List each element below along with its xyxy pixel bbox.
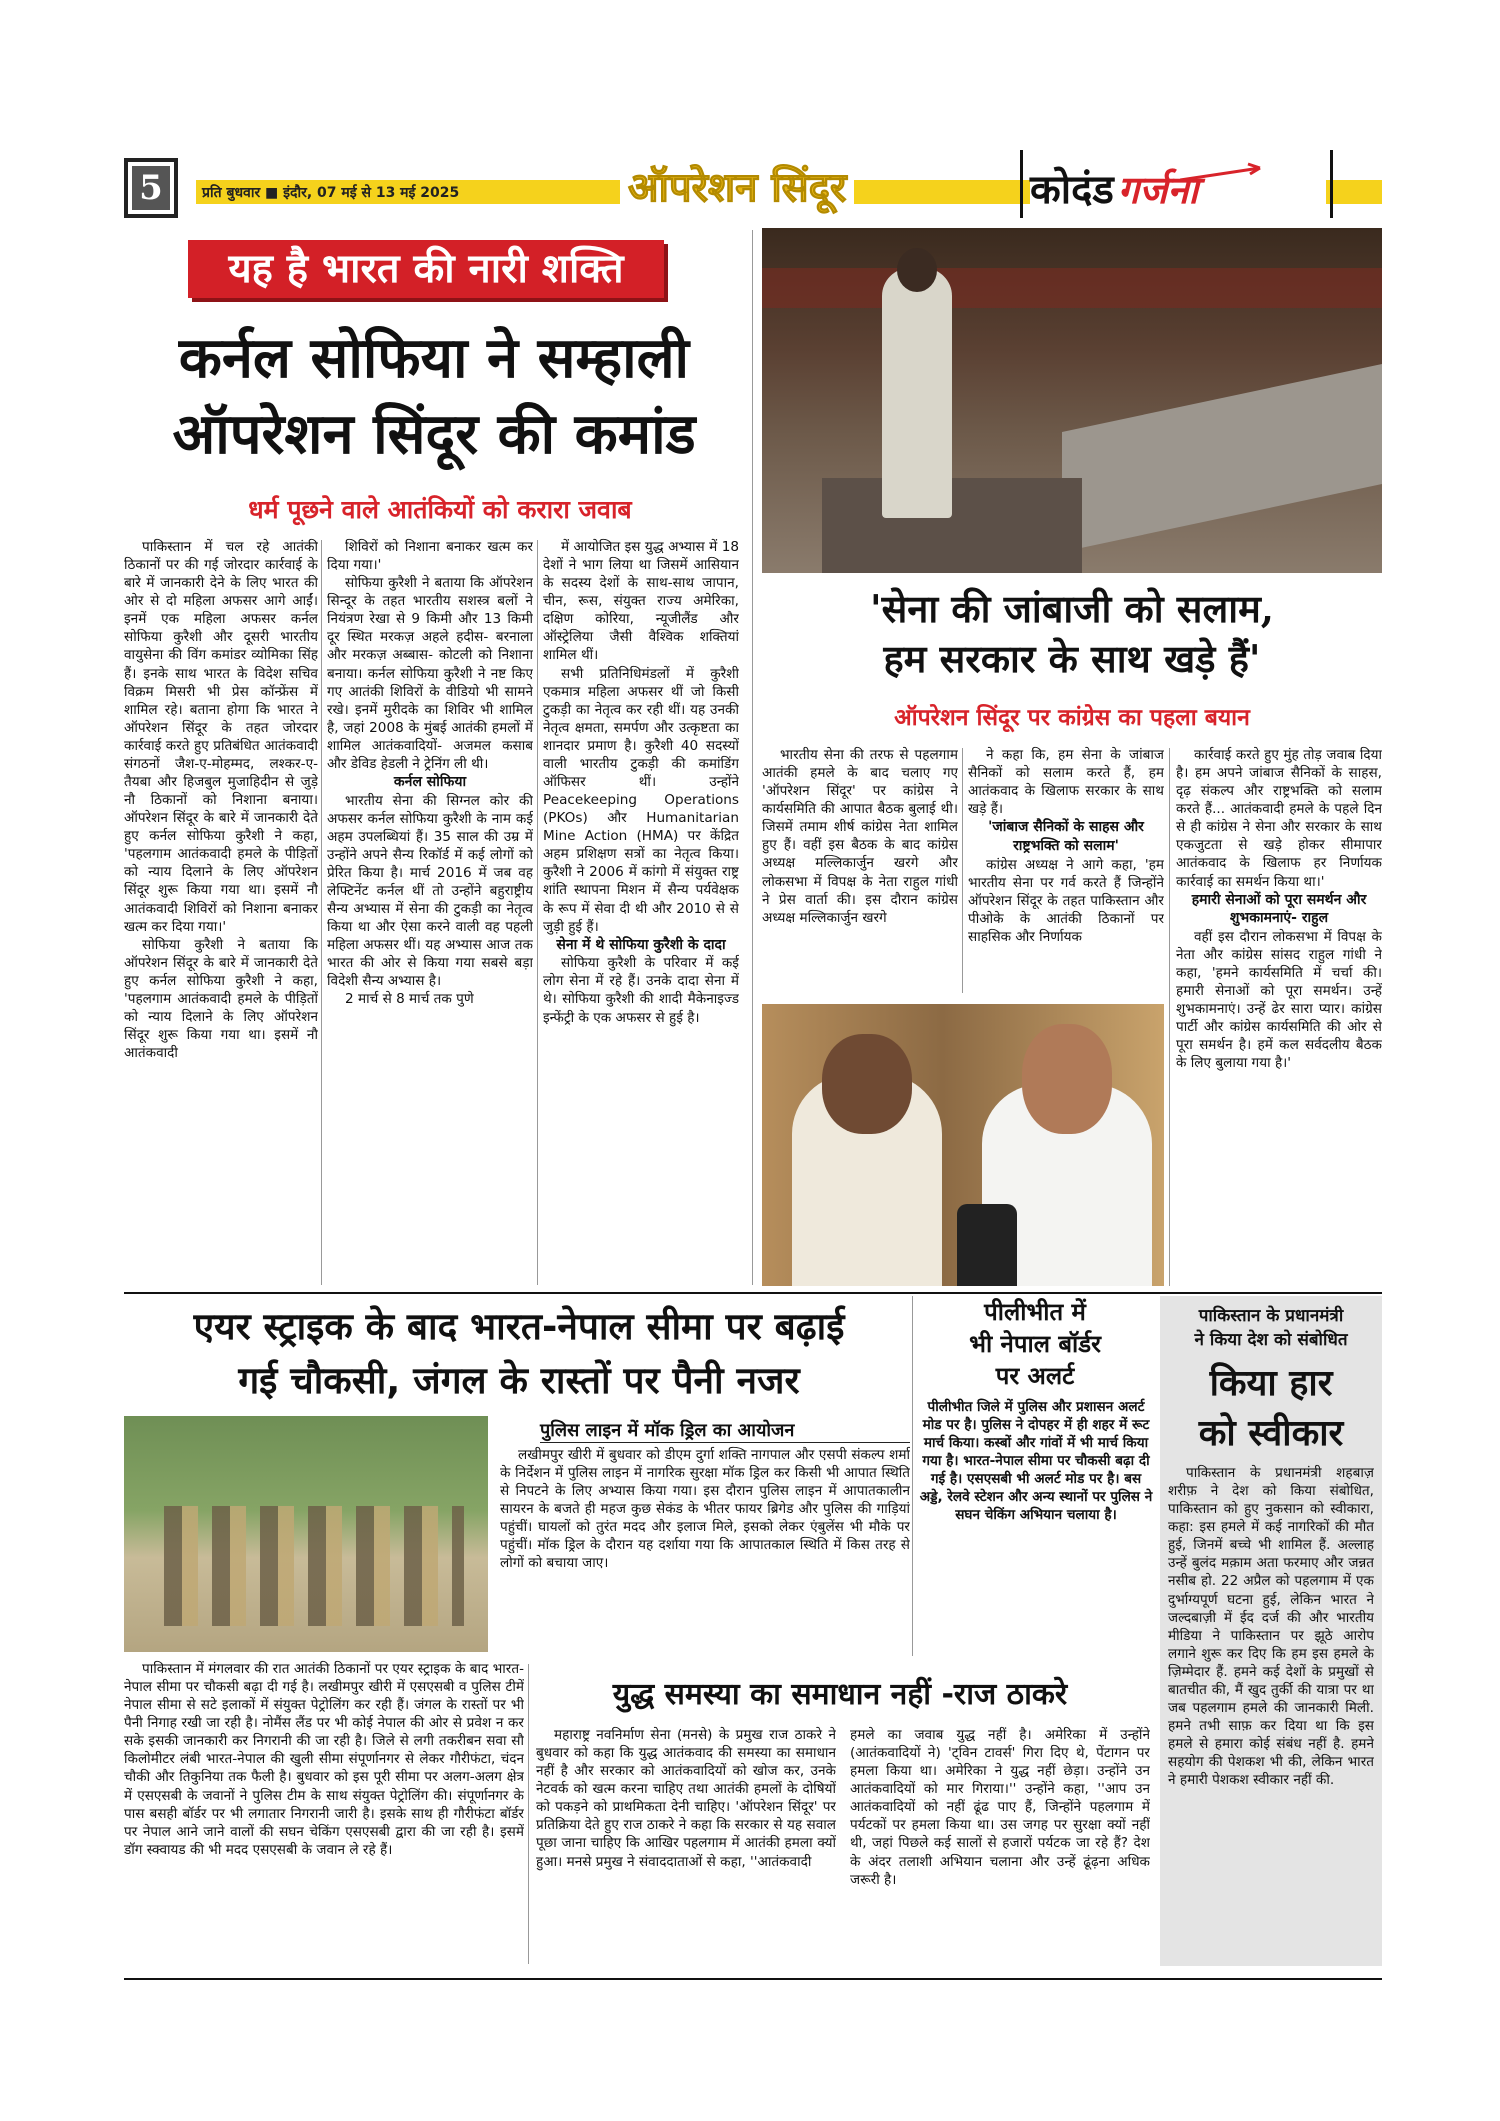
border-body <box>124 1660 524 1960</box>
column-divider <box>537 540 538 1285</box>
photo-person-head <box>897 248 937 292</box>
photo-person-right-head <box>1022 1024 1112 1134</box>
headline-line-1: कर्नल सोफिया ने सम्हाली <box>178 325 690 391</box>
paragraph: भारतीय सेना की तरफ से पहलगाम आतंकी हमले के बाद चलाए गए 'ऑपरेशन सिंदूर' पर कांग्रेस ने कार्यसमिति की आपात बैठक बुलाई थी। जिसमें तमाम शीर्ष कांग्रेस नेता शामिल हुए हैं। वहीं इस बैठक के बाद कांग्रेस अध्यक्ष मल्लिकार्जुन खरगे और लोकसभा में विपक्ष के नेता राहुल गांधी ने प्रेस वार्ता की। इस दौरान कांग्रेस अध्यक्ष मल्लिकार्जुन खरगे <box>762 747 958 926</box>
paragraph: सोफिया कुरैशी के परिवार में कई लोग सेना में रहे हैं। उनके दादा सेना में थे। सोफिया कुरैशी की शादी मैकेनाइज्ड इन्फेंट्री के एक अफसर से हुई है। <box>543 955 739 1026</box>
paragraph: महाराष्ट्र नवनिर्माण सेना (मनसे) के प्रमुख राज ठाकरे ने बुधवार को कहा कि युद्ध आतंकवाद की समस्या का समाधान नहीं है और सरकार को आतंकवादियों को खोज कर, उनके नेटवर्क को खत्म करना चाहिए तथा आतंकी हमलों के दोषियों को पकड़ने को प्राथमिकता देनी चाहिए। 'ऑपरेशन सिंदूर' पर प्रतिक्रिया देते हुए राज ठाकरे ने कहा कि सरकार से यह सवाल पूछा जाना चाहिए कि आखिर पहलगाम में आतंकी हमला क्यों हुआ। मनसे प्रमुख ने संवाददाताओं से कहा, ''आतंकवादी <box>536 1727 836 1870</box>
photo-person-left-head <box>822 1034 912 1134</box>
headline-line-1: पीलीभीत में <box>984 1297 1086 1326</box>
paragraph: हमले का जवाब युद्ध नहीं है। अमेरिका में उन्होंने (आतंकवादियों ने) 'ट्विन टावर्स' गिरा दिए थे, पेंटागन पर हमला किया था। अमेरिका ने युद्ध नहीं छेड़ा। उन्होंने उन आतंकवादियों को मार गिराया।'' उन्होंने कहा, ''आप उन आतंकवादियों को नहीं ढूंढ पाए हैं, जिन्होंने पहलगाम में पर्यटकों पर हमला किया था। उस जगह पर सुरक्षा क्यों नहीं थी, जहां पिछले कई सालों से हजारों पर्यटक जा रहे हैं? देश के अंदर तलाशी अभियान चलाना और उन्हें ढूंढ़ना अधिक जरूरी है। <box>850 1727 1150 1888</box>
headline-line-2: हम सरकार के साथ खड़े हैं' <box>883 636 1261 681</box>
paragraph: सभी प्रतिनिधिमंडलों में कुरैशी एकमात्र महिला अफसर थीं जो किसी टुकड़ी का नेतृत्व कर रही थीं। यह उनकी नेतृत्व क्षमता, समर्पण और उत्कृष्टता का शानदार प्रमाण है। कुरैशी 40 सदस्यों वाली भारतीय टुकड़ी की कमांडिंग ऑफिसर थीं। उन्होंने Peacekeeping Operations (PKOs) और Humanitarian Mine Action (HMA) पर केंद्रित अहम प्रशिक्षण सत्रों का नेतृत्व किया। कुरैशी ने 2006 में कांगो में संयुक्त राष्ट्र शांति स्थापना मिशन में सैन्य पर्यवेक्षक के रूप में सेवा दी थी और 2010 से से जुड़ी हुई हैं। <box>543 665 739 935</box>
headline-line-1: एयर स्ट्राइक के बाद भारत-नेपाल सीमा पर बढ़ाई <box>193 1305 845 1348</box>
paragraph: कांग्रेस अध्यक्ष ने आगे कहा, 'हम भारतीय सेना पर गर्व करते हैं जिन्होंने ऑपरेशन सिंदूर के तहत पाकिस्तान और पीओके के आतंकी ठिकानों पर साहसिक और निर्णायक <box>968 856 1164 945</box>
congress-column-2 <box>968 746 1164 996</box>
masthead-divider-left <box>1020 150 1023 218</box>
headline-line-2: ऑपरेशन सिंदूर की कमांड <box>172 401 696 467</box>
page-number-box <box>124 158 178 218</box>
headline-line-2: को स्वीकार <box>1198 1412 1344 1454</box>
photo-person <box>882 268 952 518</box>
paragraph: शिविरों को निशाना बनाकर खत्म कर दिया गया।' <box>327 539 533 574</box>
column-divider <box>1169 748 1170 1286</box>
column-divider <box>752 230 753 1285</box>
column-divider <box>962 748 963 993</box>
photo-patrol <box>124 1416 488 1652</box>
headline-line-3: पर अलर्ट <box>995 1361 1075 1390</box>
story-kicker: यह है भारत की नारी शक्ति <box>188 240 664 298</box>
raj-headline: युद्ध समस्या का समाधान नहीं -राज ठाकरे <box>612 1677 1068 1712</box>
section-divider <box>124 1292 1382 1294</box>
story-subhead: धर्म पूछने वाले आतंकियों को करारा जवाब <box>248 495 632 524</box>
logo-text-right: गर्जना <box>1117 167 1199 212</box>
raj-column-2 <box>850 1726 1150 1966</box>
paragraph: में आयोजित इस युद्ध अभ्यास में 18 देशों ने भाग लिया था जिसमें आसियान के सदस्य देशों के साथ-साथ जापान, चीन, रूस, संयुक्त राज्य अमेरिका, दक्षिण कोरिया, न्यूजीलैंड और ऑस्ट्रेलिया जैसी वैश्विक शक्तियां शामिल थीं। <box>543 539 739 664</box>
mock-drill-body <box>500 1446 910 1646</box>
photo-soldiers <box>164 1506 464 1626</box>
pilibhit-headline <box>920 1296 1150 1392</box>
paragraph: सोफिया कुरैशी ने बताया कि ऑपरेशन सिंदूर के बारे में जानकारी देते हुए कर्नल सोफिया कुरैशी ने कहा, 'पहलगाम आतंकवादी हमले के पीड़ितों को न्याय दिलाने के लिए ऑपरेशन सिंदूर शुरू किया गया था। इसमें नौ आतंकवादी <box>124 936 318 1062</box>
photo-damaged-building <box>762 228 1382 573</box>
column-divider <box>321 540 322 1285</box>
headline-line-2: भी नेपाल बॉर्डर <box>969 1329 1101 1358</box>
page-number-inner: 5 <box>132 166 170 210</box>
pakistan-box <box>1160 1296 1382 1966</box>
paragraph: पीलीभीत जिले में पुलिस और प्रशासन अलर्ट मोड पर है। पुलिस ने दोपहर में ही शहर में रूट मार्च किया। कस्बों और गांवों में भी मार्च किया गया है। भारत-नेपाल सीमा पर चौकसी बढ़ा दी गई है। एसएसबी भी अलर्ट मोड पर है। बस अड्डे, रेलवे स्टेशन और अन्य स्थानों पर पुलिस ने सघन चेकिंग अभियान चलाया है। <box>919 1399 1153 1524</box>
border-headline <box>124 1300 914 1408</box>
pak-headline <box>1160 1358 1382 1458</box>
column-subhead: 'जांबाज सैनिकों के साहस और राष्ट्रभक्ति को सलाम' <box>988 819 1144 854</box>
column-divider <box>528 1664 529 1964</box>
paragraph: लखीमपुर खीरी में बुधवार को डीएम दुर्गा शक्ति नागपाल और एसपी संकल्प शर्मा के निर्देशन में पुलिस लाइन में नागरिक सुरक्षा मॉक ड्रिल कर किसी भी आपात स्थिति से निपटने के लिए अभ्यास किया गया। इस दौरान पुलिस लाइन में आपातकालीन सायरन के बजते ही महज कुछ सेकंड के भीतर फायर ब्रिगेड और पुलिस की गाड़ियां पहुंचीं। घायलों को तुरंत मदद और इलाज मिले, इसको लेकर एंबुलेंस भी मौके पर पहुंचीं। मॉक ड्रिल के दौरान यह दर्शाया गया कि आपातकाल स्थिति में किस तरह से लोगों को बचाया जाए। <box>500 1447 910 1572</box>
sofia-column-3 <box>543 538 739 1288</box>
headline-line-1: 'सेना की जांबाजी को सलाम, <box>869 586 1275 631</box>
photo-debris <box>822 478 1082 573</box>
column-subhead: हमारी सेनाओं को पूरा समर्थन और शुभकामनाएं- राहुल <box>1191 891 1367 927</box>
microphone-icon <box>957 1204 1017 1286</box>
headline-line-1: किया हार <box>1209 1362 1333 1404</box>
congress-column-1 <box>762 746 958 996</box>
masthead-divider-right <box>1330 150 1333 218</box>
paragraph: ने कहा कि, हम सेना के जांबाज सैनिकों को सलाम करते हैं, हम आतंकवाद के खिलाफ सरकार के साथ खड़े हैं। <box>968 747 1164 818</box>
paragraph: पाकिस्तान के प्रधानमंत्री शहबाज़ शरीफ़ ने देश को किया संबोधित, पाकिस्तान को हुए नुकसान को स्वीकारा, कहा: इस हमले में कई नागरिकों की मौत हुई, जिनमें बच्चे भी शामिल हैं. अल्लाह उन्हें बुलंद मक़ाम अता फरमाए और जन्नत नसीब हो. 22 अप्रैल को पहलगाम में एक दुर्भाग्यपूर्ण घटना हुई, लेकिन भारत ने जल्दबाज़ी में ईद दर्ज की और भारतीय मीडिया ने पाकिस्तान पर झूठे आरोप लगाने शुरू कर दिए कि हम इस हमले के ज़िम्मेदार हैं. हमने कई देशों के प्रमुखों से बातचीत की, मैं खुद तुर्की की यात्रा पर था जब पहलगाम हमले की जानकारी मिली. हमने तभी साफ़ कर दिया था कि इस हमले से हमारा कोई संबंध नहीं है. हमने सहयोग की पेशकश भी की, लेकिन भारत ने हमारी पेशकश स्वीकार नहीं की. <box>1168 1465 1374 1789</box>
kicker-line-2: ने किया देश को संबोधित <box>1194 1330 1348 1350</box>
raj-column-1 <box>536 1726 836 1966</box>
photo-debris <box>1062 364 1382 552</box>
congress-headline <box>762 584 1382 684</box>
publication-logo <box>1030 160 1326 212</box>
kicker-line-1: पाकिस्तान के प्रधानमंत्री <box>1198 1306 1344 1326</box>
column-subhead: सेना में थे सोफिया कुरैशी के दादा <box>556 936 726 953</box>
pak-body <box>1168 1464 1374 1924</box>
pilibhit-body <box>918 1398 1154 1658</box>
sofia-column-2 <box>327 538 533 1288</box>
paragraph: भारतीय सेना की सिग्नल कोर की अफसर कर्नल सोफिया कुरैशी के नाम कई अहम उपलब्धियां हैं। 35 साल की उम्र में उन्होंने अपने सैन्य रिकॉर्ड में कई लोगों को प्रेरित किया है। मार्च 2016 में जब वह लेफ्टिनेंट कर्नल थीं तो उन्होंने बहुराष्ट्रीय सैन्य अभ्यास में सेना की टुकड़ी का नेतृत्व किया था और ऐसा करने वाली वह पहली महिला अफसर थीं। यह अभ्यास आज तक भारत की ओर से किया गया सबसे बड़ा विदेशी सैन्य अभ्यास है। <box>327 792 533 990</box>
story-headline <box>124 320 744 472</box>
bow-arrow-icon <box>1180 160 1270 190</box>
page-bottom-rule <box>124 1978 1382 1980</box>
paragraph: कार्रवाई करते हुए मुंह तोड़ जवाब दिया है। हम अपने जांबाज सैनिकों के साहस, दृढ़ संकल्प और राष्ट्रभक्ति को सलाम करते हैं... आतंकवादी हमले के पहले दिन से ही कांग्रेस ने सेना और सरकार के साथ एकजुटता से खड़े होकर सीमापार आतंकवाद के खिलाफ हर निर्णायक कार्रवाई का समर्थन किया था।' <box>1176 747 1382 890</box>
mock-drill-subhead: पुलिस लाइन में मॉक ड्रिल का आयोजन <box>540 1418 910 1443</box>
pak-kicker <box>1160 1304 1382 1352</box>
congress-column-3 <box>1176 746 1382 1286</box>
headline-line-2: गई चौकसी, जंगल के रास्तों पर पैनी नजर <box>238 1359 800 1402</box>
paragraph: पाकिस्तान में चल रहे आतंकी ठिकानों पर की गई जोरदार कार्रवाई के बारे में जानकारी देने के लिए भारत की ओर से दो महिला अफसर आगे आईं। इनमें एक महिला अफसर कर्नल सोफिया कुरैशी और दूसरी भारतीय वायुसेना की विंग कमांडर व्योमिका सिंह हैं। इनके साथ भारत के विदेश सचिव विक्रम मिसरी भी प्रेस कॉन्फ्रेंस में शामिल रहे। बताना होगा कि भारत ने ऑपरेशन सिंदूर के तहत जोरदार कार्रवाई करते हुए प्रतिबंधित आतंकवादी संगठनों जैश-ए-मोहम्मद, लश्कर-ए-तैयबा और हिजबुल मुजाहिदीन से जुड़े नौ ठिकानों को निशाना बनाया। ऑपरेशन सिंदूर के बारे में जानकारी देते हुए कर्नल सोफिया कुरैशी ने कहा, 'पहलगाम आतंकवादी हमले के पीड़ितों को न्याय दिलाने के लिए ऑपरेशन सिंदूर शुरू किया गया था। इसमें नौ आतंकवादी शिविरों को निशाना बनाकर खत्म कर दिया गया।' <box>124 539 318 935</box>
photo-press-conference <box>762 1004 1164 1286</box>
column-divider <box>912 1296 913 1656</box>
sofia-column-1 <box>124 538 318 1288</box>
column-subhead: कर्नल सोफिया <box>393 774 467 791</box>
logo-text-left: कोदंड <box>1030 167 1114 213</box>
paragraph: पाकिस्तान में मंगलवार की रात आतंकी ठिकानों पर एयर स्ट्राइक के बाद भारत-नेपाल सीमा पर चौकसी बढ़ा दी गई है। लखीमपुर खीरी में एसएसबी व पुलिस टीमें नेपाल सीमा से सटे इलाकों में संयुक्त पेट्रोलिंग कर रही हैं। जंगल के रास्तों पर भी पैनी निगाह रखी जा रही है। नोमैंस लैंड पर भी कोई नेपाल की ओर से प्रवेश न कर सके इसकी जानकारी कर निगरानी की जा रही है। जिले से लगी तकरीबन सवा सौ किलोमीटर लंबी भारत-नेपाल की खुली सीमा संपूर्णानगर से लेकर गौरीफंटा, चंदन चौकी और तिकुनिया तक फैली है। बुधवार को इस पूरी सीमा पर अलग-अलग क्षेत्र में एसएसबी के जवानों ने पुलिस टीम के साथ संयुक्त पेट्रोलिंग की। संपूर्णानगर के पास बसही बॉर्डर पर भी लगातार निगरानी जारी है। इसके साथ ही गौरीफंटा बॉर्डर पर नेपाल आने जाने वालों की सघन चेकिंग एसएसबी द्वारा की जा रही है। इसमें डॉग स्क्वायड की भी मदद एसएसबी के जवान ले रहे हैं। <box>124 1661 524 1858</box>
dateline: प्रति बुधवार ■ इंदौर, 07 मई से 13 मई 2025 <box>202 185 460 201</box>
congress-subhead: ऑपरेशन सिंदूर पर कांग्रेस का पहला बयान <box>894 704 1250 731</box>
paragraph: वहीं इस दौरान लोकसभा में विपक्ष के नेता और कांग्रेस सांसद राहुल गांधी ने कहा, 'हमने कार्यसमिति में चर्चा की। हमारी सेनाओं को पूरा समर्थन। उन्हें शुभकामनाएं। उन्हें ढेर सारा प्यार। कांग्रेस पार्टी और कांग्रेस कार्यसमिति की ओर से पूरा समर्थन है। हमें कल सर्वदलीय बैठक के लिए बुलाया गया है।' <box>1176 928 1382 1072</box>
section-title: ऑपरेशन सिंदूर <box>620 158 854 213</box>
paragraph: 2 मार्च से 8 मार्च तक पुणे <box>345 991 474 1008</box>
photo-beam <box>762 268 1382 308</box>
paragraph: सोफिया कुरैशी ने बताया कि ऑपरेशन सिन्दूर के तहत भारतीय सशस्त्र बलों ने नियंत्रण रेखा से 9 किमी और 13 किमी दूर स्थित मरकज़ अहले हदीस- बरनाला और मरकज़ अब्बास- कोटली को निशाना बनाया। कर्नल सोफिया कुरैशी ने नष्ट किए गए आतंकी शिविरों के वीडियो भी सामने रखे। इनमें मुरीदके का शिविर भी शामिल है, जहां 2008 के मुंबई आतंकी हमलों में शामिल आतंकवादियों- अजमल कसाब और डेविड हेडली ने ट्रेनिंग ली थी। <box>327 575 533 772</box>
